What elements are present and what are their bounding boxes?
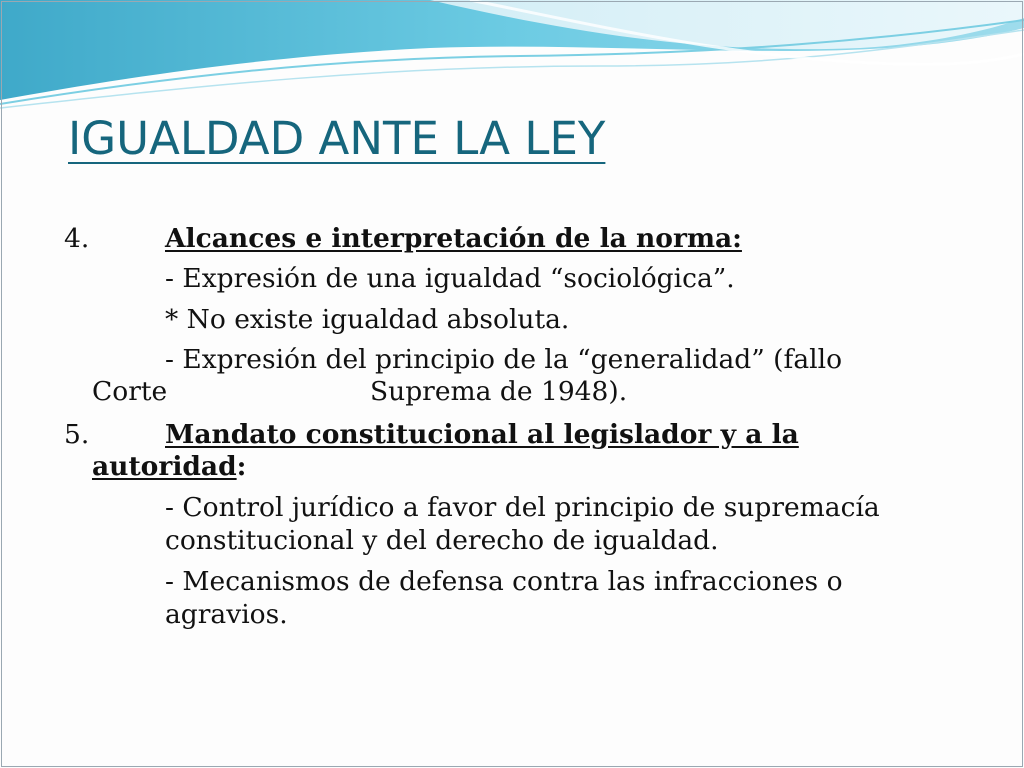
section-5-line-4: agravios.: [165, 599, 288, 630]
section-4-line-2: * No existe igualdad absoluta.: [165, 304, 570, 335]
section-4-line-4: Corte: [92, 376, 168, 407]
slide-title: IGUALDAD ANTE LA LEY: [68, 112, 606, 165]
section-5-number: 5.: [64, 419, 90, 450]
section-5-heading-part2: autoridad: [92, 451, 237, 482]
section-5-heading-colon: :: [236, 451, 247, 482]
header-wave-decoration: [0, 0, 1024, 120]
section-4-heading: Alcances e interpretación de la norma:: [165, 223, 742, 254]
section-4-line-5: Suprema de 1948).: [370, 376, 628, 407]
section-5-line-2: constitucional y del derecho de igualdad.: [165, 525, 719, 556]
section-5-line-3: - Mecanismos de defensa contra las infracciones o: [165, 566, 843, 597]
section-5-heading-line2: [92, 450, 246, 483]
section-4-line-3: - Expresión del principio de la “generalidad” (fallo: [165, 344, 843, 375]
section-5-heading-part1: Mandato constitucional al legislador y a la: [165, 419, 799, 450]
section-5-line-1: - Control jurídico a favor del principio de supremacía: [165, 492, 880, 523]
section-4-line-1: - Expresión de una igualdad “sociológica”.: [165, 263, 735, 294]
section-4-number: 4.: [64, 223, 90, 254]
